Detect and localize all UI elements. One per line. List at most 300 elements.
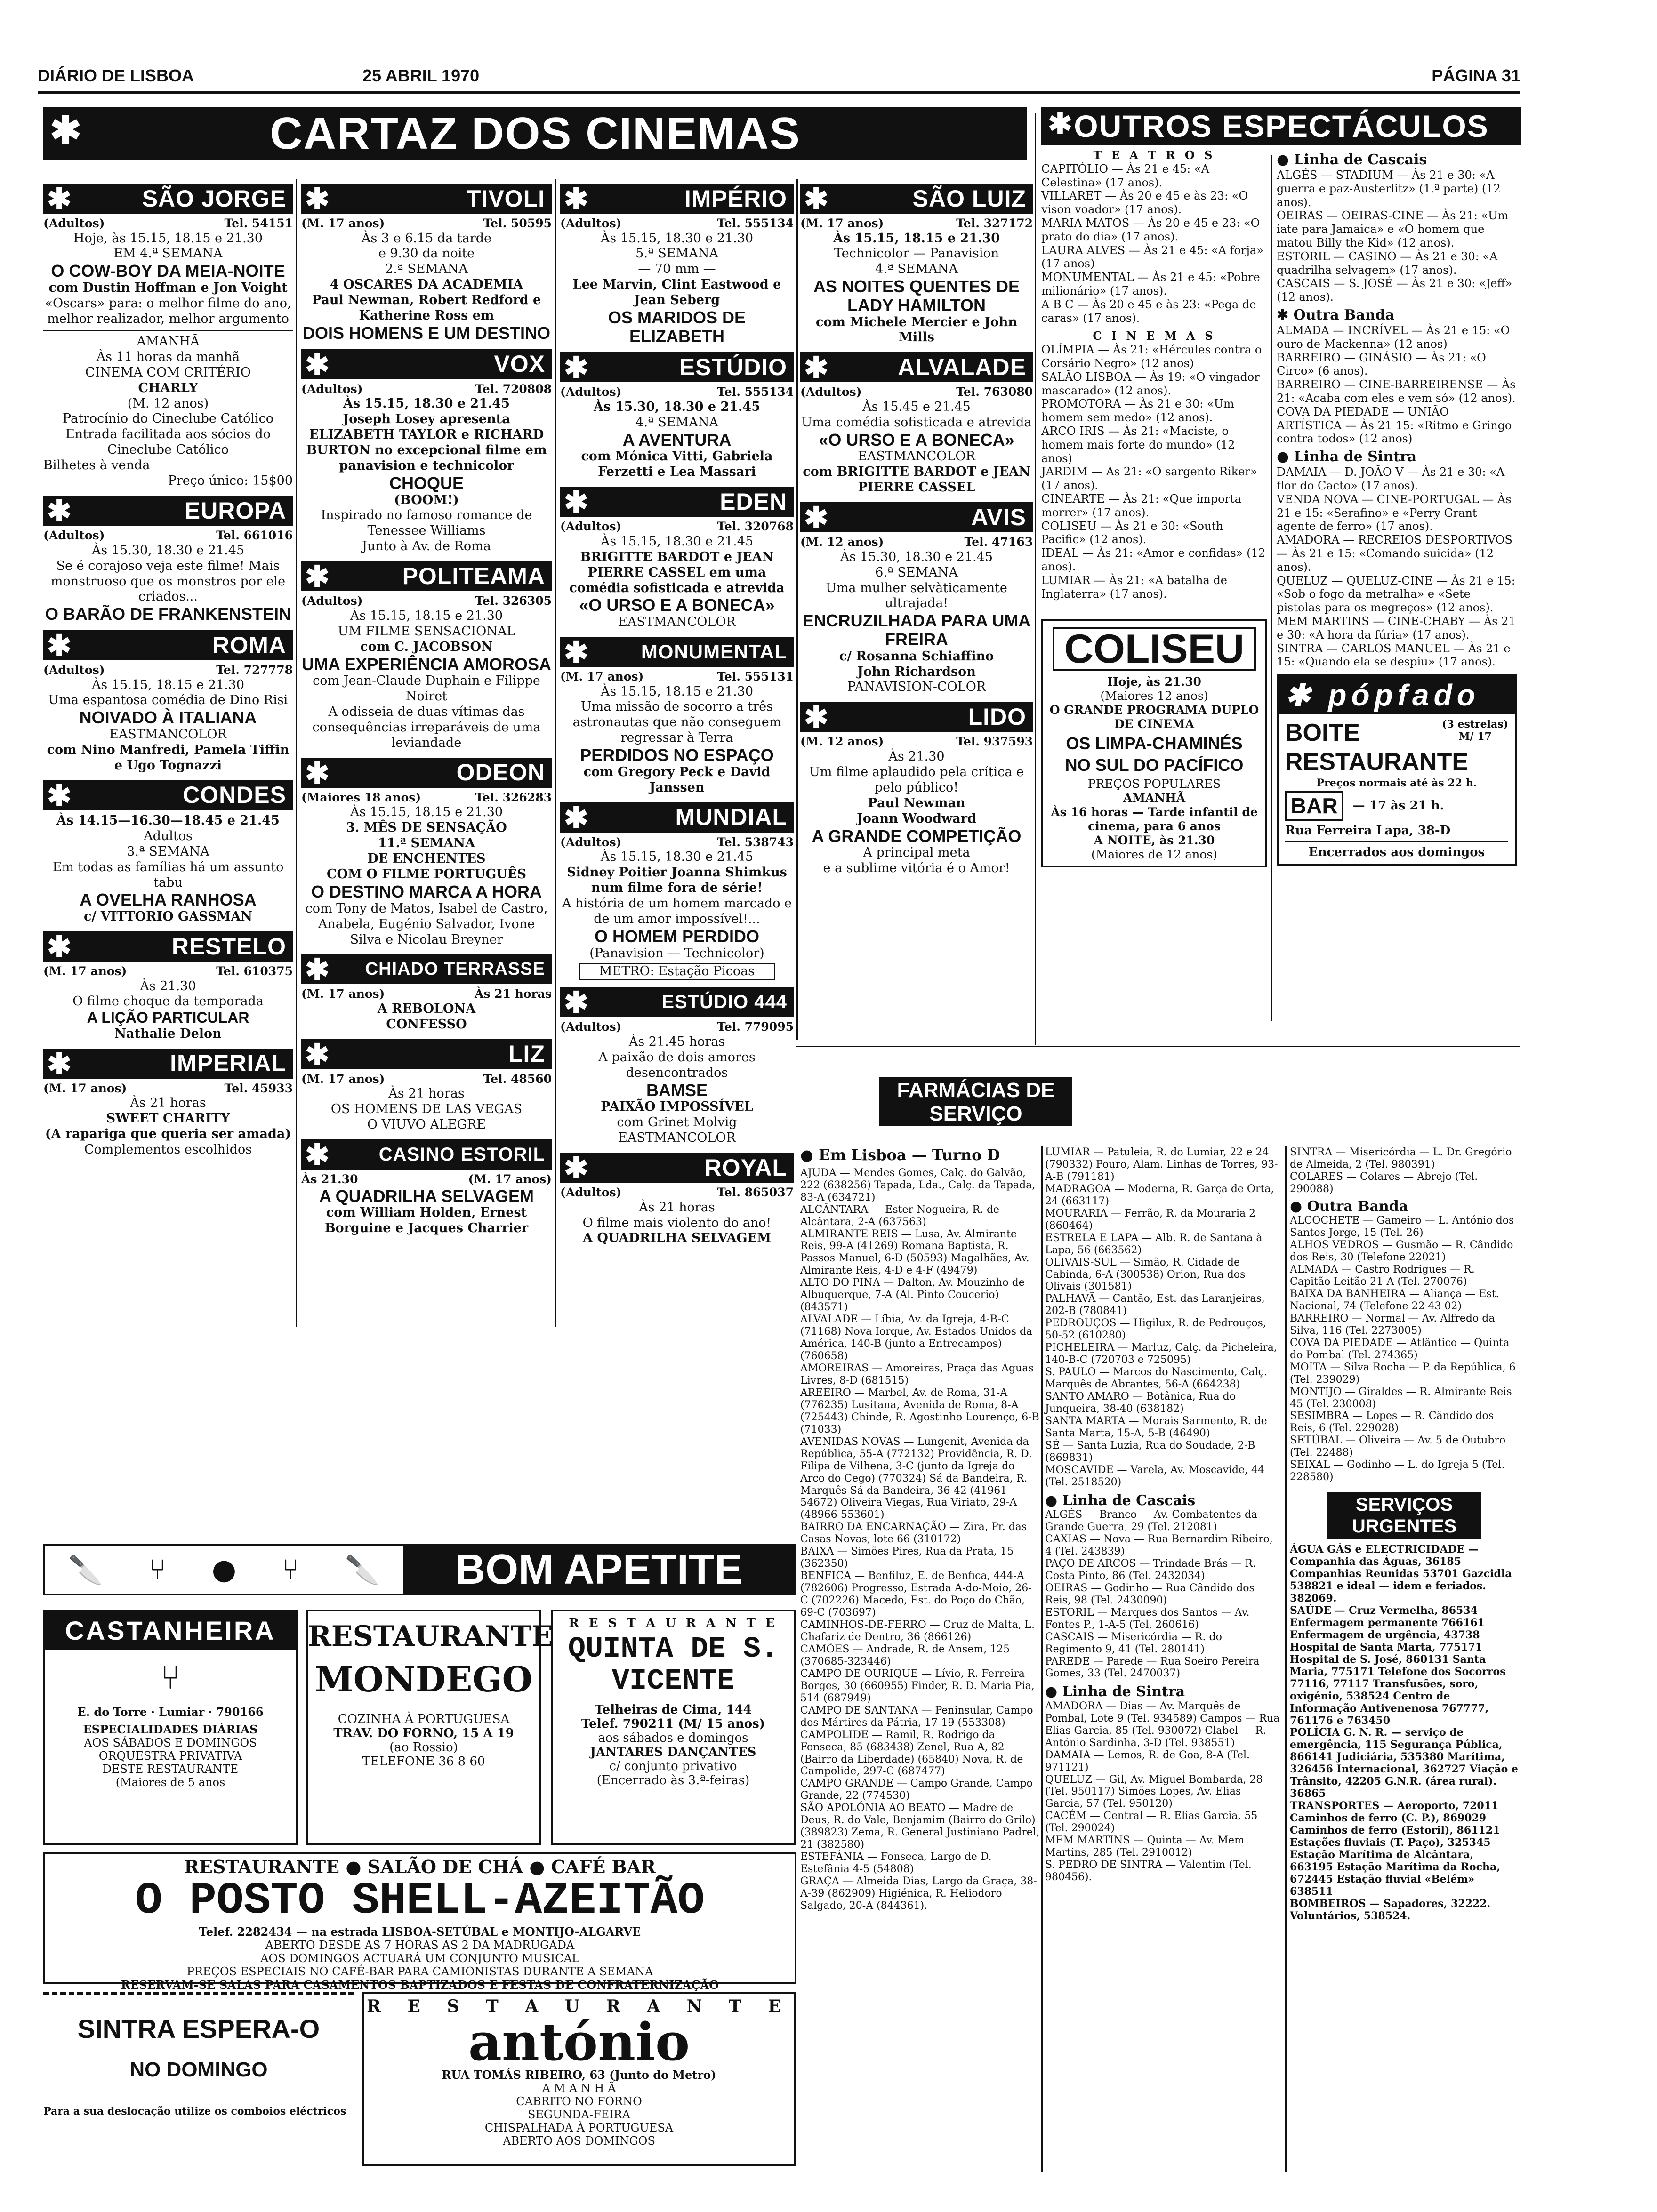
text: COM O FILME PORTUGUÊS <box>327 867 526 882</box>
posto-shell-ad <box>43 1852 796 1992</box>
servicos-title <box>1327 1492 1481 1539</box>
rating: (Maiores 18 anos) <box>301 790 421 804</box>
fork-icon: ⑂ <box>282 1553 299 1586</box>
page-header <box>38 66 1520 94</box>
cinema-vox <box>301 349 552 555</box>
cinema-header <box>43 184 293 214</box>
teatros-list <box>1041 162 1267 325</box>
boite-label: BOITE <box>1285 719 1360 746</box>
rating: (M. 12 anos) <box>800 735 884 749</box>
lisboa-heading <box>800 1146 1039 1164</box>
antonio-ad <box>362 1992 796 2166</box>
cinema-name: CASINO ESTORIL <box>378 1144 545 1165</box>
stars: (3 estrelas) <box>1442 718 1508 730</box>
cinema-header <box>800 184 1033 214</box>
list-item: PROMOTORA — Às 21 e 30: «Um homem sem medo» (12 anos). <box>1041 397 1234 425</box>
cinemas-heading: C I N E M A S <box>1093 329 1216 343</box>
cinemas-list <box>1041 343 1267 601</box>
schedule: Às 21.30 <box>888 749 945 764</box>
film-title: OS HOMENS DE LAS VEGAS <box>330 1102 523 1117</box>
phone: Tel. 555134 <box>717 216 794 230</box>
cast: John Richardson <box>857 664 976 679</box>
film-title: A QUADRILHA SELVAGEM <box>582 1231 772 1246</box>
cinema-royal <box>560 1153 794 1246</box>
star-icon: ✱ <box>305 1038 330 1071</box>
phone: Tel. 865037 <box>717 1186 794 1200</box>
star-icon: ✱ <box>564 352 589 385</box>
sintra-espera-ad <box>43 1992 354 2161</box>
cinema-name: ESTÚDIO <box>679 353 787 380</box>
heading-text: Em Lisboa — Turno D <box>819 1146 1000 1164</box>
format: EASTMANCOLOR <box>618 1130 736 1146</box>
list-item: SESIMBRA — Lopes — R. Cândido dos Reis, 6 (Tel. 229028) <box>1290 1410 1494 1435</box>
text: Às 11 horas da manhã <box>96 349 240 364</box>
cinema-header <box>301 758 552 788</box>
cast: com Michele Mercier e John Mills <box>815 314 1018 345</box>
outros-banner <box>1041 107 1521 145</box>
star-icon: ✱ <box>564 1152 589 1185</box>
schedule: Às 15.15, 18.15 e 21.30 <box>91 677 245 692</box>
rating: Adultos <box>144 828 193 843</box>
schedule: Às 21 horas <box>388 1086 465 1101</box>
bullet-icon: ● <box>1045 1492 1062 1509</box>
outros-column-b <box>1277 152 1517 866</box>
text: (ao Rossio) <box>389 1740 458 1755</box>
star-icon: ✱ <box>564 486 589 519</box>
logo-text: pópfado <box>1328 678 1480 713</box>
cinema-header <box>301 954 552 984</box>
list-item: TRANSPORTES — Aeroporto, 72011 Caminhos de ferro (C. P.), 869029 Caminhos de ferro (Estoril), 861121 Estações fluviais (T. Paço), 325345 Estação Marítima de Alcântara, 663195 Estação Marítima da Rocha, 672445 Estação fluvial «Belém» 638511 <box>1290 1800 1500 1898</box>
format: EASTMANCOLOR <box>618 615 736 630</box>
list-item: COVA DA PIEDADE — UNIÃO ARTÍSTICA — Às 21 15: «Ritmo e Gringo contra todos» (12 anos) <box>1277 405 1512 446</box>
rating: (Adultos) <box>560 1020 622 1034</box>
film-title: OS MARIDOS DE ELIZABETH <box>608 308 746 346</box>
phone: Tel. 555131 <box>717 670 794 683</box>
cinema-roma <box>43 630 293 774</box>
list-item: PALHAVÃ — Cantão, Est. das Laranjeiras, 202-B (780841) <box>1045 1293 1265 1317</box>
star-icon: ✱ <box>47 779 72 812</box>
popfado-ad <box>1277 674 1517 866</box>
list-item: A B C — Às 20 e 45 e às 23: «Pega de caras» (17 anos). <box>1041 297 1256 325</box>
rating: (Adultos) <box>301 594 363 608</box>
metro-note: METRO: Estação Picoas <box>579 963 775 980</box>
cast: c/ VITTORIO GASSMAN <box>84 909 252 924</box>
tomorrow: AMANHÃ <box>1123 791 1186 805</box>
rating: (M. 17 anos) <box>301 1072 385 1086</box>
cinema-eden <box>560 487 794 630</box>
list-item: ALVALADE — Líbia, Av. da Igreja, 4-B-C (71168) Nova Iorque, Av. Estados Unidos da América, 140-B (junto a Entrecampos) (760658) <box>800 1314 1033 1362</box>
cast: Joann Woodward <box>857 811 976 826</box>
cinema-header <box>43 496 293 526</box>
cinema-liz <box>301 1039 552 1133</box>
heading-text: Outra Banda <box>1293 306 1395 323</box>
list-item: SETÚBAL — Oliveira — Av. 5 de Outubro (Tel. 22488) <box>1290 1435 1506 1459</box>
week: 5.ª SEMANA <box>635 246 718 261</box>
restaurant-label: RESTAURANTE <box>308 1620 553 1653</box>
column-rule <box>796 179 798 1040</box>
blurb: A história de um homem marcado e de um amor impossível!... <box>562 896 792 926</box>
cast: Lee Marvin, Clint Eastwood e Jean Seberg <box>572 277 781 308</box>
cartaz-banner <box>43 107 1027 160</box>
phone: Tel. 610375 <box>216 964 293 978</box>
phone: Tel. 327172 <box>956 216 1033 230</box>
schedule: Hoje, às 21.30 <box>1107 675 1201 689</box>
schedule: Às 21.45 horas <box>628 1034 725 1049</box>
list-item: AJUDA — Mendes Gomes, Calç. do Galvão, 222 (638256) Tapada, Lda., Calç. da Tapada, 83-A (634721) <box>800 1167 1036 1203</box>
price: Preço único: 15$00 <box>168 473 293 489</box>
list-item: SALÃO LISBOA — Às 19: «O vingador mascarado» (12 anos). <box>1041 370 1260 397</box>
list-item: CAMINHOS-DE-FERRO — Cruz de Malta, L. Chafariz de Dentro, 36 (866126) <box>800 1619 1035 1643</box>
cinema-name: RESTELO <box>171 933 286 960</box>
rating: (Adultos) <box>800 385 862 399</box>
film-title: O HOMEM PERDIDO <box>594 926 759 946</box>
list-item: MEM MARTINS — Quinta — Av. Mem Martins, 285 (Tel. 2910012) <box>1045 1835 1244 1859</box>
week: 2.ª SEMANA <box>385 262 468 277</box>
bar-hours: — 17 às 21 h. <box>1352 799 1444 813</box>
cinema-name: AVIS <box>971 504 1026 530</box>
list-item: SINTRA — CARLOS MANUEL — Às 21 e 15: «Quando ela se despiu» (17 anos). <box>1277 641 1511 669</box>
list-item: MARIA MATOS — Às 20 e 45 e 23: «O prato do dia» (17 anos). <box>1041 216 1260 243</box>
list-item: OEIRAS — Godinho — Rua Cândido dos Reis, 98 (Tel. 2430090) <box>1045 1582 1255 1606</box>
list-item: PEDROUÇOS — Higilux, R. de Pedrouços, 50-52 (610280) <box>1045 1317 1266 1342</box>
cinema-header <box>301 1039 552 1069</box>
awards: 4 OSCARES DA ACADEMIA <box>330 277 523 292</box>
list-item: ESTRELA E LAPA — Alb, R. de Santana à Lapa, 56 (663562) <box>1045 1232 1263 1256</box>
spoon-icon: ● <box>211 1553 237 1586</box>
blurb: Uma espantosa comédia de Dino Risi <box>48 693 288 708</box>
schedule: Às 15.45 e 21.45 <box>862 399 971 414</box>
list-item: BARREIRO — CINE-BARREIRENSE — Às 21: «Acaba com eles e vem só» (12 anos). <box>1277 378 1516 405</box>
cinema-imperial <box>43 1049 293 1158</box>
list-item: BOMBEIROS — Sapadores, 32222. Voluntários, 538524. <box>1290 1897 1491 1922</box>
text: ESPECIALIDADES DIÁRIAS <box>83 1723 258 1736</box>
film-title: O COW-BOY DA MEIA-NOITE <box>51 261 285 281</box>
phone: TELEFONE 36 8 60 <box>362 1755 485 1769</box>
address: E. do Torre · Lumiar · 790166 <box>77 1705 264 1719</box>
bullet-icon: ● <box>1277 449 1294 465</box>
cinema-column-2 <box>301 184 552 1236</box>
heading-text: Outra Banda <box>1307 1198 1408 1215</box>
list-item: LAURA ALVES — Às 21 e 45: «A forja» (17 anos) <box>1041 243 1263 271</box>
star-icon: ✱ <box>305 561 330 593</box>
phone: Tel. 45933 <box>224 1081 293 1095</box>
rating: (Adultos) <box>560 835 622 849</box>
heading-text: Linha de Cascais <box>1062 1492 1196 1509</box>
cast: com BRIGITTE BARDOT e JEAN PIERRE CASSEL <box>803 465 1030 495</box>
text: SEGUNDA-FEIRA <box>527 2108 631 2121</box>
cast: com Grinet Molvig <box>617 1115 737 1130</box>
list-item: BENFICA — Benfiluz, E. de Benfica, 444-A (782606) Progresso, Estrada A-do-Moio, 26-C (702226) Macedo, Est. do Poço do Chão, 69-C (703697) <box>800 1570 1032 1619</box>
cast: com Nino Manfredi, Pamela Tiffin e Ugo Tognazzi <box>47 742 290 773</box>
week: EM 4.ª SEMANA <box>113 246 223 261</box>
bom-apetite-banner <box>43 1544 796 1595</box>
knife-icon: 🔪 <box>345 1553 380 1587</box>
cinema-name: ODEON <box>456 759 545 786</box>
column-rule <box>1035 113 1036 1045</box>
cinema-name: MONUMENTAL <box>641 641 787 663</box>
restaurant-name: QUINTA DE S. VICENTE <box>568 1632 779 1698</box>
film-title: OS LIMPA-CHAMINÉS <box>1066 734 1243 753</box>
cinema-name: SÃO LUIZ <box>912 185 1026 212</box>
address: Rua Ferreira Lapa, 38-D <box>1285 824 1508 842</box>
location: Junto à Av. de Roma <box>362 539 491 554</box>
cinema-header <box>43 630 293 660</box>
star-icon: ✱ <box>804 352 829 385</box>
phone: Tel. 779095 <box>717 1020 794 1034</box>
schedule: Às 21 horas <box>639 1200 715 1215</box>
cinema-europa <box>43 496 293 624</box>
list-item: SAÚDE — Cruz Vermelha, 86534 Enfermagem permanente 766161 Enfermagem de urgência, 43738 Hospital de Santa Marta, 775171 Hospital de S. José, 860131 Santa Maria, 775171 Telefone dos Socorros 77116, 77117 Transfusões, soro, oxigénio, 538524 Centro de Informação Antivenenosa 767777, 761176 e 763450 <box>1290 1604 1506 1727</box>
cinema-header <box>800 352 1033 385</box>
blurb: Se é corajoso veja este filme! Mais monstruoso que os monstros por ele criados... <box>50 558 286 604</box>
heading-text: Linha de Sintra <box>1062 1683 1185 1700</box>
text: AOS DOMINGOS ACTUARÁ UM CONJUNTO MUSICAL <box>260 1951 579 1965</box>
blurb: A odisseia de duas vítimas das consequências irreparáveis de uma leviandade <box>312 705 541 750</box>
cast: com Mónica Vitti, Gabriela Ferzetti e Lea Massari <box>581 449 773 480</box>
list-item: SANTA MARTA — Morais Sarmento, R. de Santa Marta, 15-A, 5-B (46490) <box>1045 1415 1267 1439</box>
film-title: A LIÇÃO PARTICULAR <box>87 1009 249 1026</box>
blurb: O filme mais violento do ano! <box>582 1215 772 1230</box>
closed-note: Encerrados aos domingos <box>1308 845 1485 860</box>
cinema-avis <box>800 502 1033 695</box>
cast: Paul Newman <box>868 795 965 810</box>
cinema-name: LIZ <box>508 1041 545 1067</box>
star-icon: ✱ <box>305 183 330 216</box>
phone: Tel. 937593 <box>956 735 1033 749</box>
blurb: Em todas as famílias há um assunto tabu <box>52 859 284 890</box>
list-item: SEIXAL — Godinho — L. do Igreja 5 (Tel. 228580) <box>1290 1459 1505 1483</box>
phone: Telef. 2282434 — na estrada LISBOA-SETÚBAL e MONTIJO-ALGARVE <box>199 1924 641 1939</box>
outra-banda-heading <box>1290 1198 1519 1215</box>
text: ORQUESTRA PRIVATIVA <box>98 1749 242 1763</box>
list-item: BAIXA — Simões Pires, Rua da Prata, 15 (362350) <box>800 1546 1014 1570</box>
film-title: DOIS HOMENS E UM DESTINO <box>302 323 551 343</box>
text: COZINHA À PORTUGUESA <box>338 1712 510 1726</box>
film-title: NOIVADO À ITALIANA <box>79 708 257 728</box>
rating: (M. 17 anos) <box>800 216 884 230</box>
film-title: CHOQUE <box>389 473 464 493</box>
list-item: QUELUZ — Gil, Av. Miguel Bombarda, 28 (Tel. 950117) Simões Lopes, Av. Elias Garcia, 57 (Tel. 950120) <box>1045 1773 1263 1810</box>
cinema-sao-luiz <box>800 184 1033 345</box>
cinema-header <box>560 487 794 517</box>
cinema-header <box>560 802 794 833</box>
teatros-heading: T E A T R O S <box>1093 148 1215 162</box>
rating: (M. 12 anos) <box>127 396 209 411</box>
page-number: PÁGINA 31 <box>1432 66 1520 85</box>
cinema-odeon <box>301 758 552 948</box>
text: aos sábados e domingos <box>598 1731 748 1746</box>
castanheira-ad <box>43 1610 298 1845</box>
list-item: PAÇO DE ARCOS — Trindade Brás — R. Costa Pinto, 86 (Tel. 2432034) <box>1045 1557 1256 1582</box>
blurb: A principal meta <box>863 845 970 860</box>
star-icon: ✱ <box>1285 678 1328 713</box>
list-item: JARDIM — Às 21: «O sargento Riker» (17 anos). <box>1041 465 1257 492</box>
column-rule <box>1041 1146 1043 2172</box>
subheadline: NO DOMINGO <box>129 2058 268 2081</box>
cinema-header <box>43 780 293 810</box>
restaurant-name: O POSTO SHELL-AZEITÃO <box>135 1875 705 1926</box>
list-item: AMADORA — Dias — Av. Marquês de Pombal, Lote 9 (Tel. 934589) Campos — Rua Elias Garcia, 85 (Tel. 930072) Clabel — R. António Sardinha, 3-D (Tel. 938551) <box>1045 1700 1280 1749</box>
list-item: GRAÇA — Almeida Dias, Largo da Graça, 38-A-39 (862909) Higiénica, R. Heliodoro Salgado, 20-A (844361). <box>800 1875 1037 1912</box>
cinema-politeama <box>301 561 552 751</box>
sintra-heading <box>1277 449 1517 465</box>
star-icon: ✱ <box>1048 108 1073 140</box>
outros-column-a <box>1041 149 1267 867</box>
schedule: Às 15.15, 18.15 e 21.30 <box>350 608 503 623</box>
film-title: NO SUL DO PACÍFICO <box>1065 755 1244 775</box>
cinema-name: IMPÉRIO <box>684 185 787 212</box>
list-item: AMADORA — RECREIOS DESPORTIVOS — Às 21 e 15: «Comando suicida» (12 anos). <box>1277 533 1512 574</box>
list-item: BARREIRO — GINÁSIO — Às 21: «O Circo» (6 anos). <box>1277 351 1486 378</box>
cinema-header <box>43 1049 293 1079</box>
cinema-name: EUROPA <box>184 497 286 524</box>
format: EASTMANCOLOR <box>109 727 227 742</box>
blurb: BRIGITTE BARDOT e JEAN PIERRE CASSEL em uma comédia sofisticada e atrevida <box>569 549 785 595</box>
text: Para a sua deslocação utilize os comboios eléctricos <box>43 2105 346 2117</box>
cinema-chiado-terrasse <box>301 954 552 1032</box>
restaurant-label: R E S T A U R A N T E <box>367 1996 791 2016</box>
list-item: MONTIJO — Giraldes — R. Almirante Reis 45 (Tel. 230008) <box>1290 1386 1512 1410</box>
star-icon: ✱ <box>564 636 589 669</box>
cinema-imperio <box>560 184 794 345</box>
film-title: «O URSO E A BONECA» <box>579 595 775 615</box>
text: 3. MÊS DE SENSAÇÃO <box>346 820 507 835</box>
cinema-header <box>301 184 552 214</box>
star-icon: ✱ <box>804 701 829 734</box>
list-item: CACÉM — Central — R. Elias Garcia, 55 (Tel. 290024) <box>1045 1810 1258 1835</box>
services: RESTAURANTE ● SALÃO DE CHÁ ● CAFÉ BAR <box>184 1856 656 1877</box>
list-item: COVA DA PIEDADE — Atlântico — Quinta do Pombal (Tel. 274365) <box>1290 1337 1510 1361</box>
film-title: A REBOLONA <box>377 1001 476 1016</box>
cinema-header <box>560 637 794 667</box>
cartaz-title: CARTAZ DOS CINEMAS <box>270 108 801 159</box>
list-item: MOSCAVIDE — Varela, Av. Moscavide, 44 (Tel. 2518520) <box>1045 1464 1265 1488</box>
schedule: Às 15.15, 18.30 e 21.45 <box>343 396 510 411</box>
rating: (M. 17 anos) <box>301 216 385 230</box>
bullet-icon: ● <box>800 1146 819 1164</box>
header-rule <box>38 91 1520 94</box>
address: RUA TOMÁS RIBEIRO, 63 (Junto do Metro) <box>442 2068 716 2082</box>
cinema-lido <box>800 702 1033 876</box>
list-item: ESTORIL — CASINO — Às 21 e 30: «A quadrilha selvagem» (17 anos). <box>1277 249 1498 277</box>
star-icon: ✱ <box>804 502 829 535</box>
text: A NOITE, às 21.30 <box>1094 834 1215 848</box>
list-item: BAIXA DA BANHEIRA — Aliança — Est. Nacional, 74 (Telefone 22 43 02) <box>1290 1288 1499 1312</box>
title-text: FARMÁCIAS DE SERVIÇO <box>881 1079 1070 1126</box>
column-rule <box>296 179 297 1327</box>
list-item: SÉ — Santa Luzia, Rua do Soudade, 2-B (869831) <box>1045 1439 1255 1464</box>
list-item: ALMIRANTE REIS — Lusa, Av. Almirante Reis, 99-A (41269) Romana Baptista, R. Passos Manuel, 6-D (50593) Magalhães, Av. Almirante Reis, 4-D e 4-F (49479) <box>800 1228 1030 1277</box>
list-item: ÁGUA GÁS e ELECTRICIDADE — Companhia das Águas, 36185 Companhias Reunidas 53701 Gazcidla 538821 e ideal — idem e feriados. 382069. <box>1290 1543 1512 1604</box>
list-item: ALMADA — Castro Rodrigues — R. Capitão Leitão 21-A (Tel. 270076) <box>1290 1264 1475 1288</box>
list-item: LUMIAR — Às 21: «A batalha de Inglaterra» (17 anos). <box>1041 573 1228 601</box>
text: c/ conjunto privativo <box>609 1759 737 1774</box>
restaurant-name: antónio <box>468 2012 690 2072</box>
schedule: Às 21 horas <box>475 987 552 1001</box>
rating: M/ 17 <box>1458 730 1492 743</box>
phone: Tel. 727778 <box>216 663 293 677</box>
week: 4.ª SEMANA <box>635 415 718 430</box>
farmacias-column-1 <box>800 1146 1039 1912</box>
schedule: Às 15.15, 18.15 e 21.30 <box>833 231 1000 246</box>
phone: Tel. 54151 <box>224 216 293 230</box>
cinema-name: CHIADO TERRASSE <box>365 959 545 979</box>
blurb: UM FILME SENSACIONAL <box>338 624 515 639</box>
awards: «Oscars» para: o melhor filme do ano, melhor realizador, melhor argumento <box>45 296 291 326</box>
restaurant-name: CASTANHEIRA <box>45 1611 296 1650</box>
cinema-header <box>560 352 794 385</box>
farmacias-column-3 <box>1290 1146 1519 1923</box>
rating: (Adultos) <box>43 663 105 677</box>
cinema-header <box>301 349 552 379</box>
blurb: Inspirado no famoso romance de Tenessee Williams <box>321 508 532 538</box>
cinema-name: POLITEAMA <box>402 562 545 589</box>
text: PREÇOS ESPECIAIS NO CAFÉ-BAR PARA CAMIONISTAS DURANTE A SEMANA <box>186 1964 653 1978</box>
list-item: CAPITÓLIO — Às 21 e 45: «A Celestina» (17 anos). <box>1041 162 1209 189</box>
schedule: Às 21 horas <box>130 1096 206 1110</box>
title-text: SERVIÇOS URGENTES <box>1329 1494 1479 1537</box>
cinema-tivoli <box>301 184 552 343</box>
list-item: CAMPO DE SANTANA — Peninsular, Campo dos Mártires da Pátria, 17-19 (553308) <box>800 1704 1033 1729</box>
star-icon: ✱ <box>564 801 589 834</box>
schedule: Às 14.15—16.30—18.45 e 21.45 <box>56 813 280 828</box>
week: 6.ª SEMANA <box>875 565 958 580</box>
star-icon: ✱ <box>1277 306 1294 323</box>
star-icon: ✱ <box>305 757 330 790</box>
phone: Tel. 555134 <box>717 385 794 399</box>
cinema-header <box>301 561 552 591</box>
prices: Preços normais até às 22 h. <box>1316 777 1477 789</box>
rating: (M. 17 anos) <box>560 670 644 683</box>
text: DE ENCHENTES <box>367 851 486 866</box>
star-icon: ✱ <box>305 954 330 986</box>
list-item: CAXIAS — Nova — Rua Bernardim Ribeiro, 4 (Tel. 243839) <box>1045 1533 1273 1557</box>
phone: Tel. 326283 <box>475 790 552 804</box>
cinema-header <box>800 502 1033 535</box>
bullet-icon: ● <box>1277 152 1294 168</box>
list-item: AVENIDAS NOVAS — Lungenit, Avenida da República, 55-A (772132) Providência, R. D. Filipa de Vilhena, 3-C (junto da Igreja do Arco do Cego) (770324) Sá da Bandeira, R. Marquês Sá da Bandeira, 36-42 (41961-54672) Oliveira Viegas, Rua Viriato, 29-A (48966-553601) <box>800 1435 1032 1521</box>
bar-label: BAR <box>1285 791 1343 821</box>
list-item: COLARES — Colares — Abrejo (Tel. 290088) <box>1290 1170 1478 1195</box>
text: Patrocínio do Cineclube Católico <box>63 411 273 426</box>
divider <box>43 330 293 331</box>
text: Às 16 horas — Tarde infantil de cinema, para 6 anos <box>1051 805 1258 834</box>
quinta-ad <box>551 1610 796 1845</box>
cinema-name: ALVALADE <box>898 353 1026 380</box>
list-item: VILLARET — Às 20 e 45 e às 23: «O vison voador» (17 anos). <box>1041 189 1248 216</box>
format: — 70 mm — <box>638 262 716 277</box>
rating: (M. 17 anos) <box>43 1081 127 1095</box>
format: EASTMANCOLOR <box>858 449 975 464</box>
list-item: ALGÉS — STADIUM — Às 21 e 30: «A guerra e paz-Austerlitz» (1.ª parte) (12 anos). <box>1277 168 1501 209</box>
list-item: PAREDE — Parede — Rua Soeiro Pereira Gomes, 33 (Tel. 2470037) <box>1045 1655 1260 1680</box>
cinema-condes <box>43 780 293 925</box>
text: JANTARES DANÇANTES <box>590 1745 756 1760</box>
fork-icon: ⑂ <box>149 1553 166 1586</box>
film-title: A OVELHA RANHOSA <box>80 890 257 910</box>
outros-title: OUTROS ESPECTÁCULOS <box>1074 109 1489 144</box>
star-icon: ✱ <box>47 495 72 528</box>
cinema-monumental <box>560 637 794 796</box>
film-title: O BARÃO DE FRANKENSTEIN <box>45 604 291 624</box>
cascais-heading <box>1277 152 1517 168</box>
subtitle: PAIXÃO IMPOSSÍVEL <box>601 1099 753 1114</box>
cinema-name: ROMA <box>212 632 286 658</box>
format: (Panavision — Technicolor) <box>589 946 764 961</box>
blurb: Joseph Losey apresenta ELIZABETH TAYLOR e RICHARD BURTON no excepcional filme em panavision e technicolor <box>306 412 547 473</box>
rating: (M. 17 anos) <box>43 964 127 978</box>
text: CINEMA COM CRITÉRIO <box>85 365 251 380</box>
